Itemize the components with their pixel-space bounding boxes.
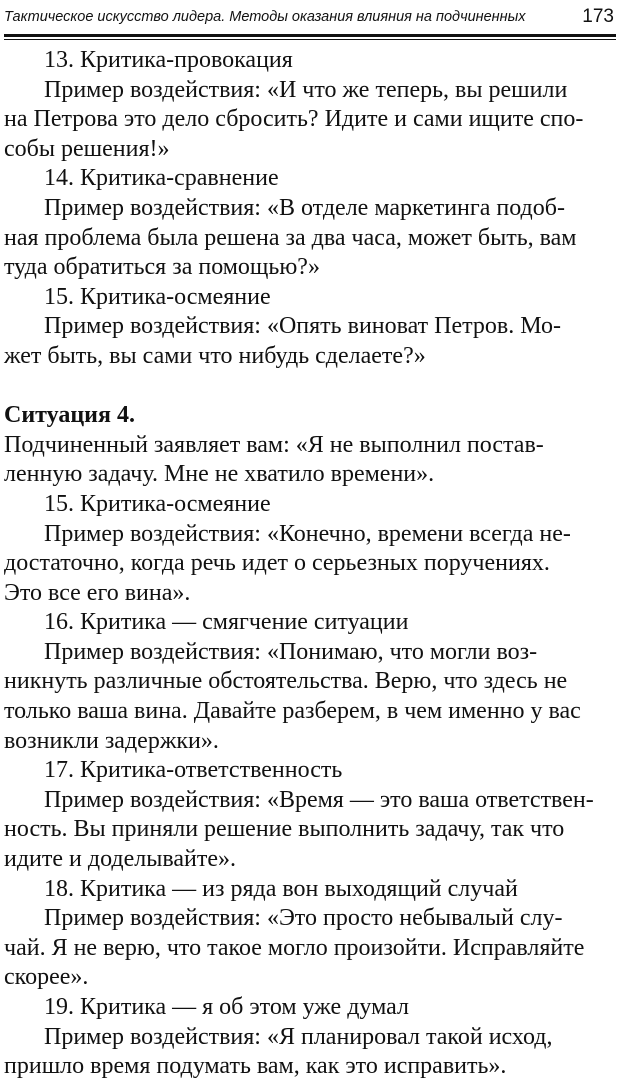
page-number: 173 — [582, 6, 614, 27]
text-line: 17. Критика-ответственность — [44, 757, 343, 784]
text-line: 19. Критика — я об этом уже думал — [44, 994, 409, 1020]
text-line: Пример воздействия: «Понимаю, что могли воз- — [44, 638, 538, 665]
situation-heading: Ситуация 4. — [4, 402, 135, 429]
text-line: жет быть, вы сами что нибудь сделаете?» — [4, 342, 426, 369]
text-line: никнуть различные обстоятельства. Верю, что здесь не — [4, 668, 568, 695]
text-line: ная проблема была решена за два часа, может быть, вам — [4, 224, 577, 251]
body-text — [4, 46, 616, 1082]
text-line: на Петрова это дело сбросить? Идите и сами ищите спо- — [4, 106, 584, 133]
text-line: достаточно, когда речь идет о серьезных поручениях. — [4, 550, 550, 577]
text-line: 16. Критика — смягчение ситуации — [44, 609, 409, 636]
text-line: Подчиненный заявляет вам: «Я не выполнил постав- — [4, 431, 544, 458]
running-header-title: Тактическое искусство лидера. Методы оказания влияния на подчиненных — [4, 9, 526, 25]
text-line: собы решения!» — [4, 135, 170, 162]
paragraph-gap — [4, 372, 616, 402]
text-line: 14. Критика-сравнение — [44, 165, 279, 192]
text-block-after-situation — [4, 431, 616, 1082]
text-line: Пример воздействия: «И что же теперь, вы решили — [44, 76, 568, 103]
text-line: возникли задержки». — [4, 727, 219, 754]
text-line: туда обратиться за помощью?» — [4, 254, 320, 281]
text-line: ленную задачу. Мне не хватило времени». — [4, 461, 435, 488]
text-line: Пример воздействия: «Я планировал такой исход, — [44, 1023, 553, 1050]
text-line: чай. Я не верю, что такое могло произойти. Исправляйте — [4, 934, 585, 961]
text-line: Пример воздействия: «Опять виноват Петров. Мо- — [44, 313, 561, 340]
text-line: только ваша вина. Давайте разберем, в чем именно у вас — [4, 698, 581, 725]
text-line: ность. Вы приняли решение выполнить задачу, так что — [4, 816, 565, 843]
running-header — [4, 2, 616, 32]
text-line: Пример воздействия: «Это просто небывалый слу- — [44, 905, 563, 932]
header-rule — [4, 34, 616, 37]
text-line: 13. Критика-провокация — [44, 47, 293, 73]
text-line: Пример воздействия: «Конечно, времени всегда не- — [44, 520, 571, 547]
text-block-before-situation — [4, 46, 616, 372]
text-line: 18. Критика — из ряда вон выходящий случай — [44, 875, 518, 902]
text-line: идите и доделывайте». — [4, 846, 237, 873]
text-line: 15. Критика-осмеяние — [44, 490, 271, 517]
text-line: пришло время подумать вам, как это исправить». — [4, 1053, 507, 1080]
text-line: Пример воздействия: «Время — это ваша ответствен- — [44, 786, 594, 813]
header-rule-thin — [4, 39, 616, 40]
text-line: 15. Критика-осмеяние — [44, 283, 271, 310]
text-line: Это все его вина». — [4, 579, 191, 606]
text-line: скорее». — [4, 964, 89, 991]
text-line: Пример воздействия: «В отделе маркетинга подоб- — [44, 194, 565, 221]
